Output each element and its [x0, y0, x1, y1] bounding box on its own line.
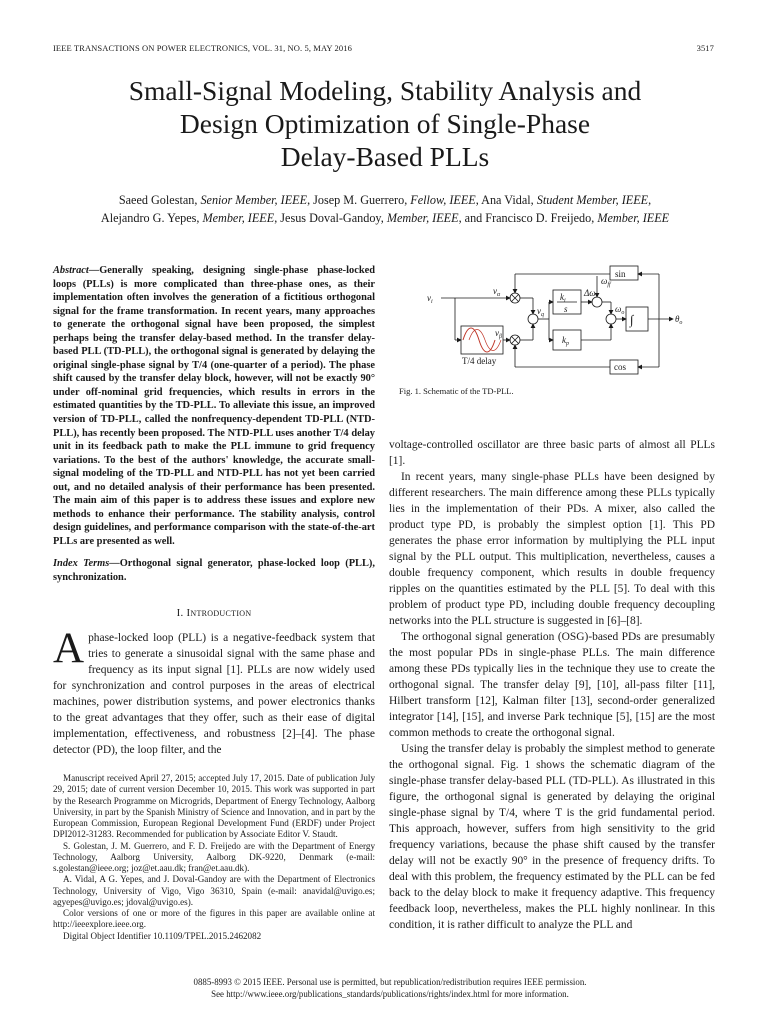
author-line-2: Alejandro G. Yepes, Member, IEEE, Jesus Doval-Gandoy, Member, IEEE, and Francisco D. Freijedo, Member, IEEE — [100, 211, 670, 225]
label-dw: Δω — [584, 288, 596, 298]
section-number: I. — [176, 607, 184, 619]
footnotes — [53, 773, 375, 942]
title-line: Delay-Based PLLs — [280, 141, 490, 172]
label-delay: T/4 delay — [462, 356, 497, 366]
label-wff: $\omega_{ff}$ — [601, 276, 611, 288]
label-kp: $k_p$ — [562, 335, 569, 347]
section-heading — [53, 607, 375, 619]
label-s: s — [564, 304, 568, 314]
label-sin: sin — [615, 269, 626, 279]
footnote: S. Golestan, J. M. Guerrero, and F. D. Freijedo are with the Department of Energy Technology, Aalborg University, Aalborg DK-9220, Denmark (e-mail: s.golestan@ieee.org; joz@et.aau.dk; fran@et.aau.dk). — [53, 840, 375, 873]
figure-1-schematic — [389, 262, 715, 382]
footnote: Manuscript received April 27, 2015; accepted July 17, 2015. Date of publication July 29, 2015; date of current version December 10, 2015. This work was supported in part by the Research Programme on Microgrids, Department of Energy Technology, Aalborg University, in part by the Spanish Ministry of Science and Innovation, and in part by the European Commission, European Regional Development Fund (ERDF) under Project DPI2012-31283. Recommended for publication by Associate Editor V. Staudt. — [53, 773, 375, 840]
summing-output — [606, 314, 616, 324]
copyright-notice — [120, 976, 660, 1000]
index-terms-text: —Orthogonal signal generator, phase-locked loop (PLL), synchronization. — [53, 558, 375, 583]
paragraph: The orthogonal signal generation (OSG)-based PDs are presumably the most popular PDs in single-phase PLLs. The main difference among these PDs typically lies in the technique they use to create the orthogonal signal. The transfer delay [9], [10], all-pass filter [11], Hilbert transform [12], Kalman filter [13], second-order generalized integrator [14], [15], and inverse Park technique [5], [15] are the most common methods to create the orthogonal signal. — [389, 631, 715, 739]
label-wo: $\omega_o$ — [615, 304, 625, 316]
kp-block — [553, 330, 581, 350]
label-vbeta: $v_\beta$ — [495, 328, 502, 340]
author-list — [40, 191, 730, 227]
page-number: 3517 — [696, 43, 714, 53]
label-valpha: $v_\alpha$ — [493, 286, 501, 298]
intro-paragraph — [53, 625, 375, 758]
abstract — [53, 264, 375, 548]
integral-sign: ∫ — [630, 312, 634, 327]
label-vi: $v_i$ — [427, 293, 433, 305]
index-terms-label: Index Terms — [53, 558, 110, 569]
right-column-text — [389, 437, 715, 933]
abstract-text: —Generally speaking, designing single-phase phase-locked loops (PLLs) is more complicated than three-phase ones, as their implementation often involves the generation of a fictitious orthogonal signal for the frame transformation. In recent years, many approaches to generate the orthogonal signal have been proposed, the simplest perhaps being the transfer delay-based method. In the transfer delay-based PLL (TD-PLL), the orthogonal signal is generated by delaying the original single-phase signal by T/4 (one-quarter of a period). The phase shift caused by the transfer delay block, however, will not be exactly 90° under off-nominal grid frequencies, which results in errors in the estimated quantities by the TD-PLL. To alleviate this issue, an improved version of TD-PLL, called the nonfrequency-dependent TD-PLL (NTD-PLL), has recently been proposed. The NTD-PLL uses another T/4 delay unit in its feedback path to make the PLL immune to grid frequency variations. To the best of the authors' knowledge, the accurate small-signal modeling of the TD-PLL and NTD-PLL has not yet been carried out, and no detailed analysis of their performance has been presented. The main aim of this paper is to address these issues and explore new methods to enhance their performance. The stability analysis, control design guidelines, and performance comparison with the state-of-the-art PLLs are presented as well. — [53, 265, 375, 547]
journal-name: IEEE TRANSACTIONS ON POWER ELECTRONICS, VOL. 31, NO. 5, MAY 2016 — [53, 43, 352, 53]
title-line: Small-Signal Modeling, Stability Analysis and — [128, 75, 642, 106]
figure-caption: Fig. 1. Schematic of the TD-PLL. — [399, 386, 514, 396]
footnote: Digital Object Identifier 10.1109/TPEL.2015.2462082 — [63, 930, 262, 941]
dropcap: A — [53, 625, 85, 672]
summing-ff — [592, 297, 602, 307]
paper-title — [40, 74, 730, 173]
author-line-1: Saeed Golestan, Senior Member, IEEE, Josep M. Guerrero, Fellow, IEEE, Ana Vidal, Student Member, IEEE, — [118, 193, 652, 207]
label-theta: $\theta_o$ — [675, 314, 683, 326]
paragraph: In recent years, many single-phase PLLs have been designed by different researchers. The main difference among these PLLs typically lies in the implementation of their PDs. A mixer, also called the product type PD, is probably the simplest option [1]. This PD generates the phase error information by multiplying the PLL input signal by the PLL output. This multiplication, nevertheless, causes a double frequency component, which results in double frequency ripples on the quantities estimated by the PLL [5]. To deal with this problem of product type PD, including double frequency decoupling networks into the PLL structure is suggested in [6]–[8]. — [389, 471, 715, 627]
title-line: Design Optimization of Single-Phase — [179, 108, 591, 139]
section-title: Introduction — [186, 607, 252, 619]
index-terms — [53, 557, 375, 584]
label-ki: $k_i$ — [560, 292, 566, 304]
label-cos: cos — [614, 362, 626, 372]
footnote: A. Vidal, A G. Yepes, and J. Doval-Gandoy are with the Department of Electronics Technology, University of Vigo, Vigo 36310, Spain (e-mail: anavidal@uvigo.es; agyepes@uvigo.es; jdoval@uvigo.es). — [53, 874, 375, 907]
footnote: Color versions of one or more of the figures in this paper are available online at http://ieeexplore.ieee.org. — [53, 908, 375, 930]
label-vq: $v_q$ — [537, 306, 544, 318]
paragraph: Using the transfer delay is probably the simplest method to generate the orthogonal signal. Fig. 1 shows the schematic diagram of the single-phase transfer delay-based PLL (TD-PLL). As illustrated in this figure, the orthogonal signal is generated by delaying the original single-phase signal by T/4, where T is the grid fundamental period. This approach, however, suffers from high sensitivity to the grid frequency variations, because the phase shift caused by the transfer delay will not be exactly 90° in the presence of frequency drifts. To deal with this problem, the frequency estimated by the PLL can be fed back to the delay block to make it frequency adaptive. This frequency feedback loop, nevertheless, makes the PLL highly nonlinear. In this condition, it is rather difficult to analyze the PLL and — [389, 743, 715, 931]
running-header — [53, 43, 714, 53]
copyright-line: See http://www.ieee.org/publications_standards/publications/rights/index.html for more information. — [211, 989, 569, 999]
paragraph: voltage-controlled oscillator are three basic parts of almost all PLLs [1]. — [389, 439, 715, 467]
intro-text: phase-locked loop (PLL) is a negative-feedback system that tries to generate a sinusoidal signal with the same phase and frequency as its input signal [1]. PLLs are now widely used for synchronization and control purposes in the areas of electrical machines, power distribution systems, and power electronics thanks to the great advantages that they offer, such as their ease of digital implementation, effectiveness, and robustness [2]–[4]. The phase detector (PD), the loop filter, and the — [53, 632, 375, 756]
abstract-label: Abstract — [53, 265, 89, 276]
copyright-line: 0885-8993 © 2015 IEEE. Personal use is permitted, but republication/redistribution requires IEEE permission. — [193, 977, 587, 987]
